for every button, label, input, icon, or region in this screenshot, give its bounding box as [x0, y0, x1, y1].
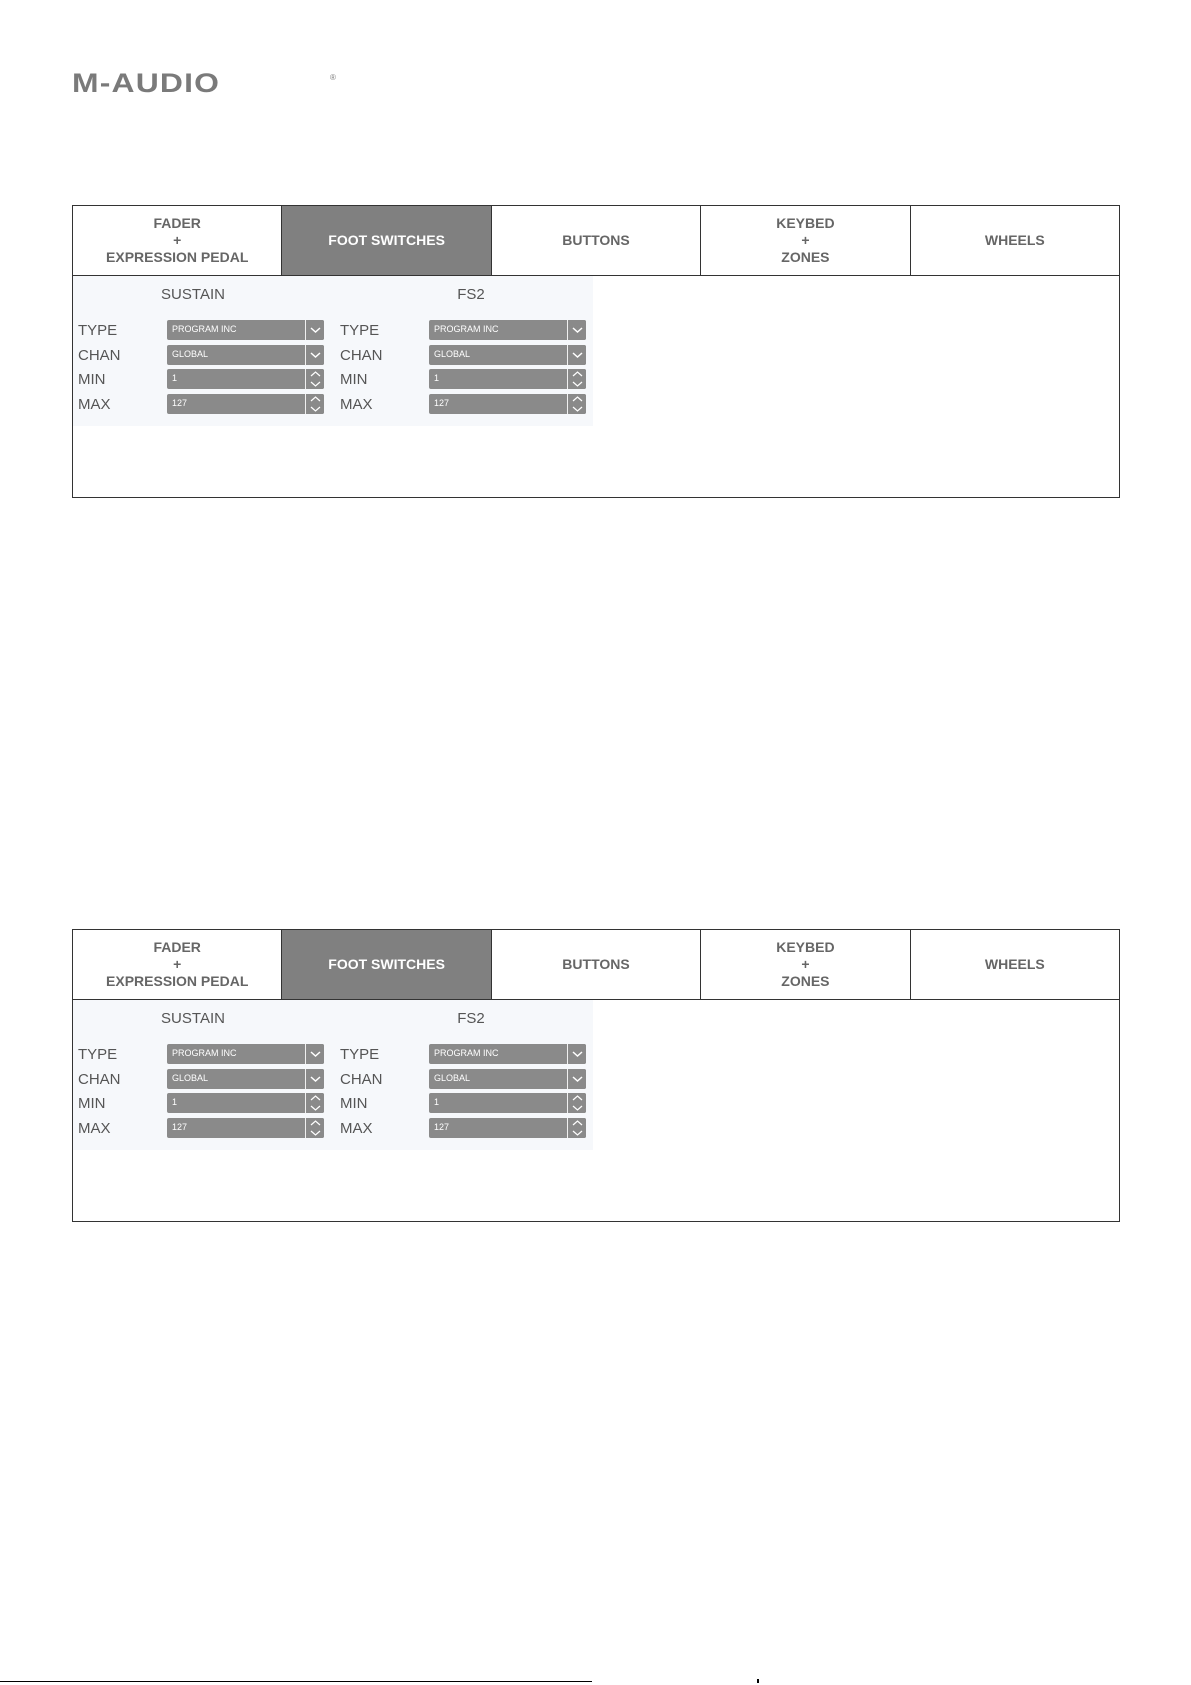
type-row — [78, 320, 340, 340]
chan-dropdown[interactable] — [429, 345, 586, 365]
max-spinner[interactable] — [429, 394, 586, 414]
fs2-section — [340, 1000, 602, 1140]
tab-label-line: BUTTONS — [562, 232, 630, 248]
chevron-down-icon[interactable] — [305, 1069, 324, 1089]
tab-fader-expression-pedal[interactable] — [73, 206, 282, 275]
tab-label-line: KEYBED — [776, 939, 835, 955]
dropdown-value: GLOBAL — [434, 349, 471, 359]
min-spinner[interactable] — [429, 369, 586, 389]
tab-keybed-zones[interactable] — [701, 930, 910, 999]
chevron-down-icon[interactable] — [305, 345, 324, 365]
tab-label-line: + — [801, 956, 810, 972]
section-title: FS2 — [457, 1010, 485, 1027]
tab-label-line: FADER — [153, 939, 201, 955]
chevron-down-icon — [572, 380, 583, 388]
chevron-up-icon — [310, 1094, 321, 1102]
type-dropdown[interactable] — [167, 320, 324, 340]
row-label: TYPE — [340, 1046, 380, 1063]
chevron-up-icon — [572, 370, 583, 378]
chevron-down-icon — [310, 1104, 321, 1112]
row-label: MAX — [340, 1120, 373, 1137]
spinner-value: 127 — [172, 1122, 188, 1132]
spinner-arrows[interactable] — [567, 369, 586, 389]
chan-dropdown[interactable] — [167, 345, 324, 365]
foot-switch-settings — [73, 1000, 593, 1150]
tab-label-line: ZONES — [781, 973, 830, 989]
footer-mark — [757, 1679, 759, 1683]
row-label: TYPE — [78, 1046, 118, 1063]
chevron-down-icon[interactable] — [305, 320, 324, 340]
max-row — [78, 394, 340, 414]
type-dropdown[interactable] — [167, 1044, 324, 1064]
registered-mark: ® — [330, 73, 336, 82]
chevron-down-icon — [572, 405, 583, 413]
min-spinner[interactable] — [429, 1093, 586, 1113]
chevron-up-icon — [310, 395, 321, 403]
row-label: MAX — [78, 396, 111, 413]
min-row — [78, 1093, 340, 1113]
tab-label-line: BUTTONS — [562, 956, 630, 972]
max-spinner[interactable] — [167, 1118, 324, 1138]
section-title: SUSTAIN — [161, 1010, 225, 1027]
row-label: CHAN — [340, 347, 383, 364]
spinner-arrows[interactable] — [305, 369, 324, 389]
chan-row — [78, 345, 340, 365]
dropdown-value: PROGRAM INC — [172, 324, 237, 334]
row-label: CHAN — [340, 1071, 383, 1088]
type-dropdown[interactable] — [429, 320, 586, 340]
footer-rule — [0, 1681, 592, 1682]
tab-foot-switches[interactable] — [282, 206, 491, 275]
tab-fader-expression-pedal[interactable] — [73, 930, 282, 999]
tab-label-line: + — [173, 956, 182, 972]
spinner-value: 1 — [172, 1097, 178, 1107]
m-audio-logo — [72, 68, 336, 98]
tab-label-line: WHEELS — [984, 956, 1045, 972]
row-label: MAX — [78, 1120, 111, 1137]
tab-label-line: + — [173, 232, 182, 248]
row-label: TYPE — [78, 322, 118, 339]
section-title: SUSTAIN — [161, 286, 225, 303]
spinner-arrows[interactable] — [305, 394, 324, 414]
spinner-arrows[interactable] — [305, 1093, 324, 1113]
max-row — [340, 1118, 602, 1138]
min-row — [340, 1093, 602, 1113]
row-label: CHAN — [78, 347, 121, 364]
max-spinner[interactable] — [429, 1118, 586, 1138]
tab-buttons[interactable] — [492, 206, 701, 275]
min-row — [340, 369, 602, 389]
row-label: MIN — [340, 371, 368, 388]
chevron-up-icon — [572, 1094, 583, 1102]
spinner-value: 1 — [172, 373, 178, 383]
spinner-value: 127 — [434, 398, 450, 408]
tab-bar — [73, 206, 1119, 276]
dropdown-value: PROGRAM INC — [434, 1048, 499, 1058]
spinner-value: 1 — [434, 373, 440, 383]
type-row — [340, 1044, 602, 1064]
tab-keybed-zones[interactable] — [701, 206, 910, 275]
tab-wheels[interactable] — [911, 930, 1119, 999]
chevron-up-icon — [310, 370, 321, 378]
chevron-up-icon — [572, 395, 583, 403]
row-label: MIN — [78, 1095, 106, 1112]
spinner-value: 1 — [434, 1097, 440, 1107]
type-row — [340, 320, 602, 340]
chevron-down-icon — [310, 1129, 321, 1137]
chevron-down-icon[interactable] — [305, 1044, 324, 1064]
tab-content — [73, 276, 1119, 497]
row-label: MIN — [78, 371, 106, 388]
chevron-up-icon — [572, 1119, 583, 1127]
fs2-section — [340, 276, 602, 416]
chevron-down-icon — [572, 1129, 583, 1137]
spinner-arrows[interactable] — [305, 1118, 324, 1138]
tab-label-line: FOOT SWITCHES — [328, 956, 445, 972]
type-dropdown[interactable] — [429, 1044, 586, 1064]
editor-panel-2 — [72, 929, 1120, 1222]
dropdown-value: PROGRAM INC — [434, 324, 499, 334]
tab-label-line: KEYBED — [776, 215, 835, 231]
max-row — [78, 1118, 340, 1138]
tab-content — [73, 1000, 1119, 1221]
row-label: TYPE — [340, 322, 380, 339]
chan-row — [340, 345, 602, 365]
tab-label-line: WHEELS — [984, 232, 1045, 248]
chevron-down-icon[interactable] — [567, 345, 586, 365]
min-spinner[interactable] — [167, 369, 324, 389]
tab-wheels[interactable] — [911, 206, 1119, 275]
dropdown-value: GLOBAL — [434, 1073, 471, 1083]
tab-bar — [73, 930, 1119, 1000]
tab-label-line: EXPRESSION PEDAL — [106, 973, 249, 989]
chevron-down-icon[interactable] — [567, 1044, 586, 1064]
min-spinner[interactable] — [167, 1093, 324, 1113]
tab-foot-switches[interactable] — [282, 930, 491, 999]
dropdown-value: PROGRAM INC — [172, 1048, 237, 1058]
row-label: MAX — [340, 396, 373, 413]
chevron-down-icon — [572, 1104, 583, 1112]
row-label: CHAN — [78, 1071, 121, 1088]
chevron-up-icon — [310, 1119, 321, 1127]
tab-buttons[interactable] — [492, 930, 701, 999]
max-spinner[interactable] — [167, 394, 324, 414]
chan-dropdown[interactable] — [429, 1069, 586, 1089]
brand-name: M-AUDIO — [72, 68, 221, 98]
tab-label-line: FOOT SWITCHES — [328, 232, 445, 248]
editor-panel-1 — [72, 205, 1120, 498]
chevron-down-icon — [310, 380, 321, 388]
row-label: MIN — [340, 1095, 368, 1112]
dropdown-value: GLOBAL — [172, 349, 209, 359]
sustain-section — [78, 276, 340, 416]
spinner-value: 127 — [434, 1122, 450, 1132]
min-row — [78, 369, 340, 389]
chevron-down-icon[interactable] — [567, 1069, 586, 1089]
foot-switch-settings — [73, 276, 593, 426]
spinner-value: 127 — [172, 398, 188, 408]
sustain-section — [78, 1000, 340, 1140]
dropdown-value: GLOBAL — [172, 1073, 209, 1083]
tab-label-line: + — [801, 232, 810, 248]
tab-label-line: EXPRESSION PEDAL — [106, 249, 249, 265]
spinner-arrows[interactable] — [567, 1118, 586, 1138]
section-title: FS2 — [457, 286, 485, 303]
tab-label-line: FADER — [153, 215, 201, 231]
chan-row — [340, 1069, 602, 1089]
max-row — [340, 394, 602, 414]
chan-dropdown[interactable] — [167, 1069, 324, 1089]
chevron-down-icon[interactable] — [567, 320, 586, 340]
type-row — [78, 1044, 340, 1064]
chevron-down-icon — [310, 405, 321, 413]
spinner-arrows[interactable] — [567, 1093, 586, 1113]
spinner-arrows[interactable] — [567, 394, 586, 414]
tab-label-line: ZONES — [781, 249, 830, 265]
chan-row — [78, 1069, 340, 1089]
